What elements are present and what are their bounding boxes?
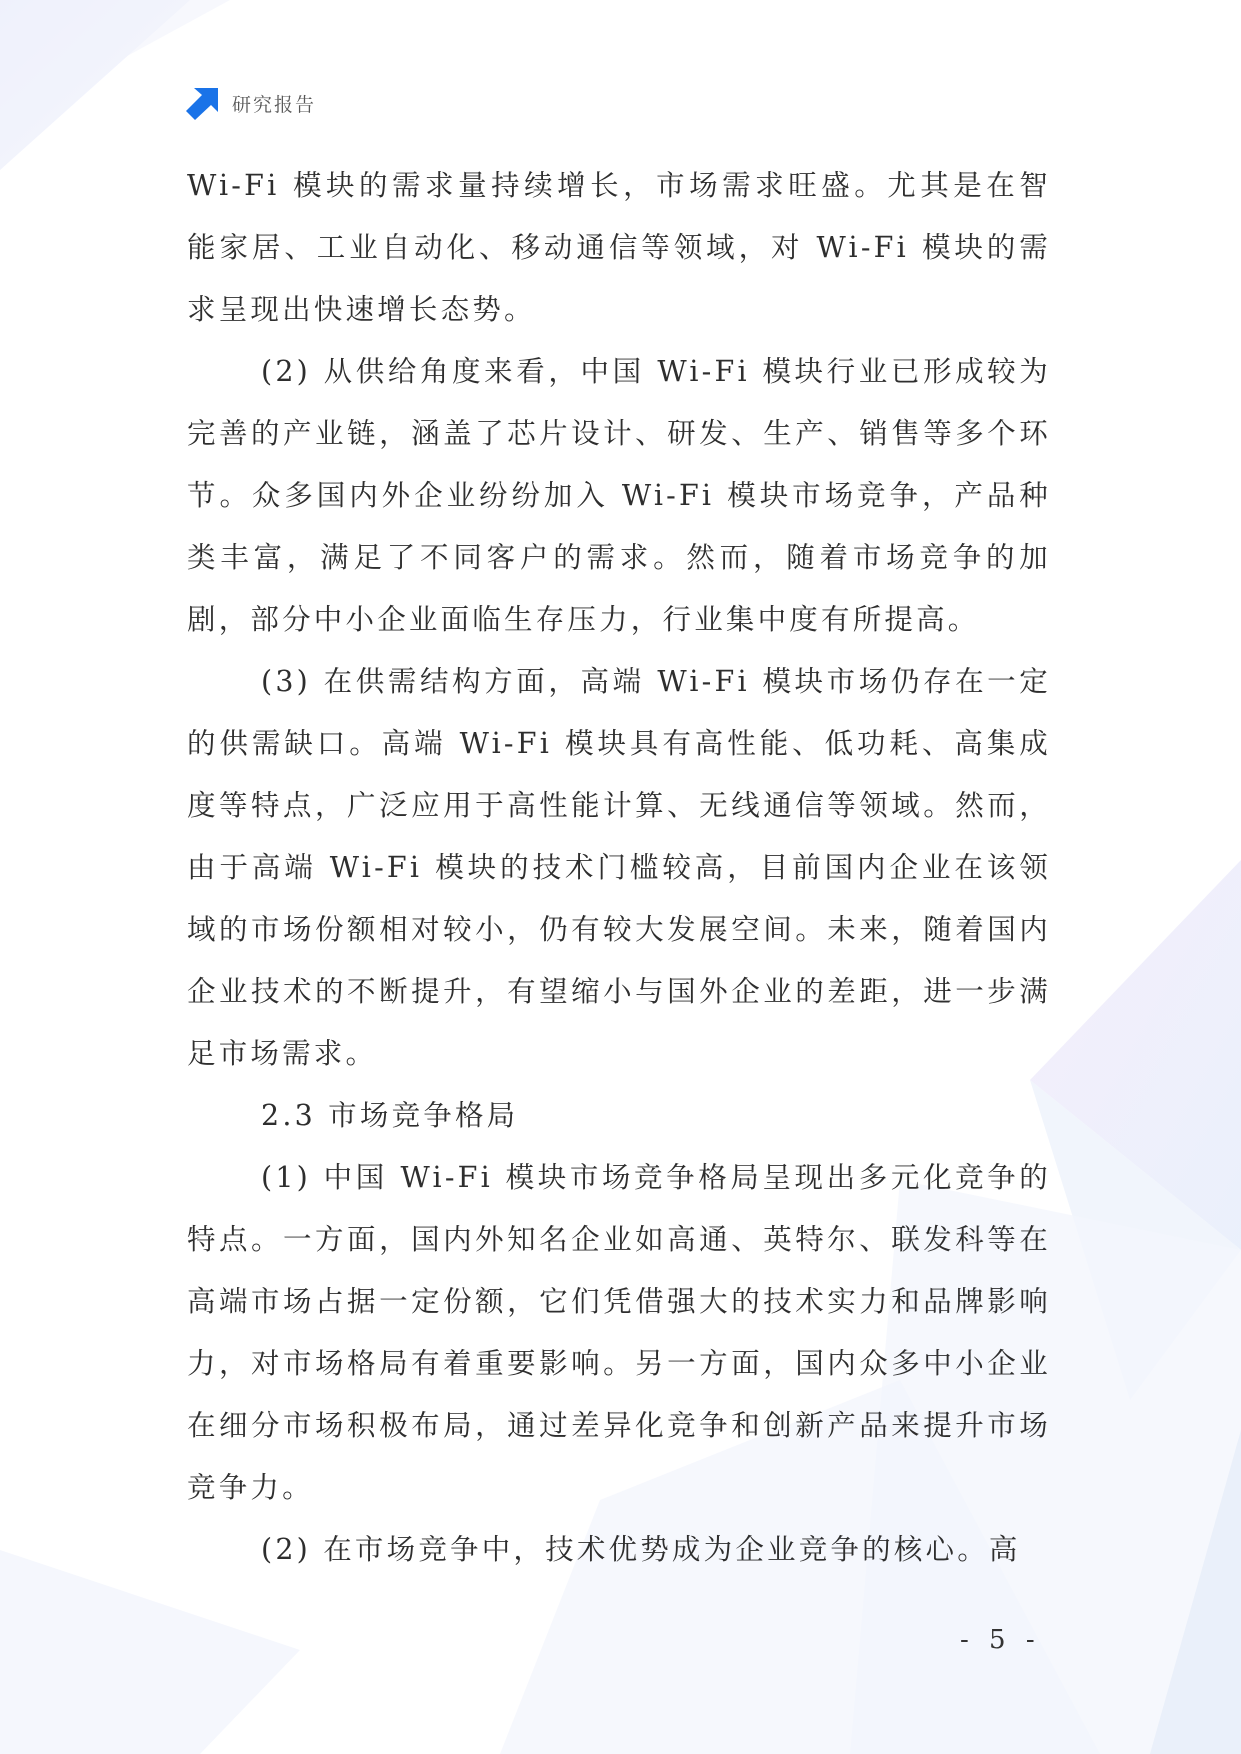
report-header: [186, 86, 316, 120]
section-heading: 2.3 市场竞争格局: [261, 1099, 519, 1132]
paragraph: (3) 在供需结构方面，高端 Wi-Fi 模块市场仍存在一定的供需缺口。高端 Wi-Fi 模块具有高性能、低功耗、高集成度等特点，广泛应用于高性能计算、无线通信等领域。然而，由于高端 Wi-Fi 模块的技术门槛较高，目前国内企业在该领域的市场份额相对较小，仍有较大发展空间。未来，随着国内企业技术的不断提升，有望缩小与国外企业的差距，进一步满足市场需求。: [187, 665, 1051, 1070]
page-number: - 5 -: [960, 1625, 1041, 1655]
paragraph-continuation: Wi-Fi 模块的需求量持续增长，市场需求旺盛。尤其是在智能家居、工业自动化、移动通信等领域，对 Wi-Fi 模块的需求呈现出快速增长态势。: [187, 169, 1051, 326]
paragraph: (2) 从供给角度来看，中国 Wi-Fi 模块行业已形成较为完善的产业链，涵盖了芯片设计、研发、生产、销售等多个环节。众多国内外企业纷纷加入 Wi-Fi 模块市场竞争，产品种类丰富，满足了不同客户的需求。然而，随着市场竞争的加剧，部分中小企业面临生存压力，行业集中度有所提高。: [187, 355, 1051, 636]
document-body: [187, 155, 1051, 1581]
header-title: 研究报告: [232, 93, 317, 116]
arrow-up-right-icon: [186, 86, 220, 120]
paragraph: (1) 中国 Wi-Fi 模块市场竞争格局呈现出多元化竞争的特点。一方面，国内外知名企业如高通、英特尔、联发科等在高端市场占据一定份额，它们凭借强大的技术实力和品牌影响力，对市场格局有着重要影响。另一方面，国内众多中小企业在细分市场积极布局，通过差异化竞争和创新产品来提升市场竞争力。: [187, 1161, 1051, 1504]
paragraph: (2) 在市场竞争中，技术优势成为企业竞争的核心。高: [261, 1533, 1021, 1566]
